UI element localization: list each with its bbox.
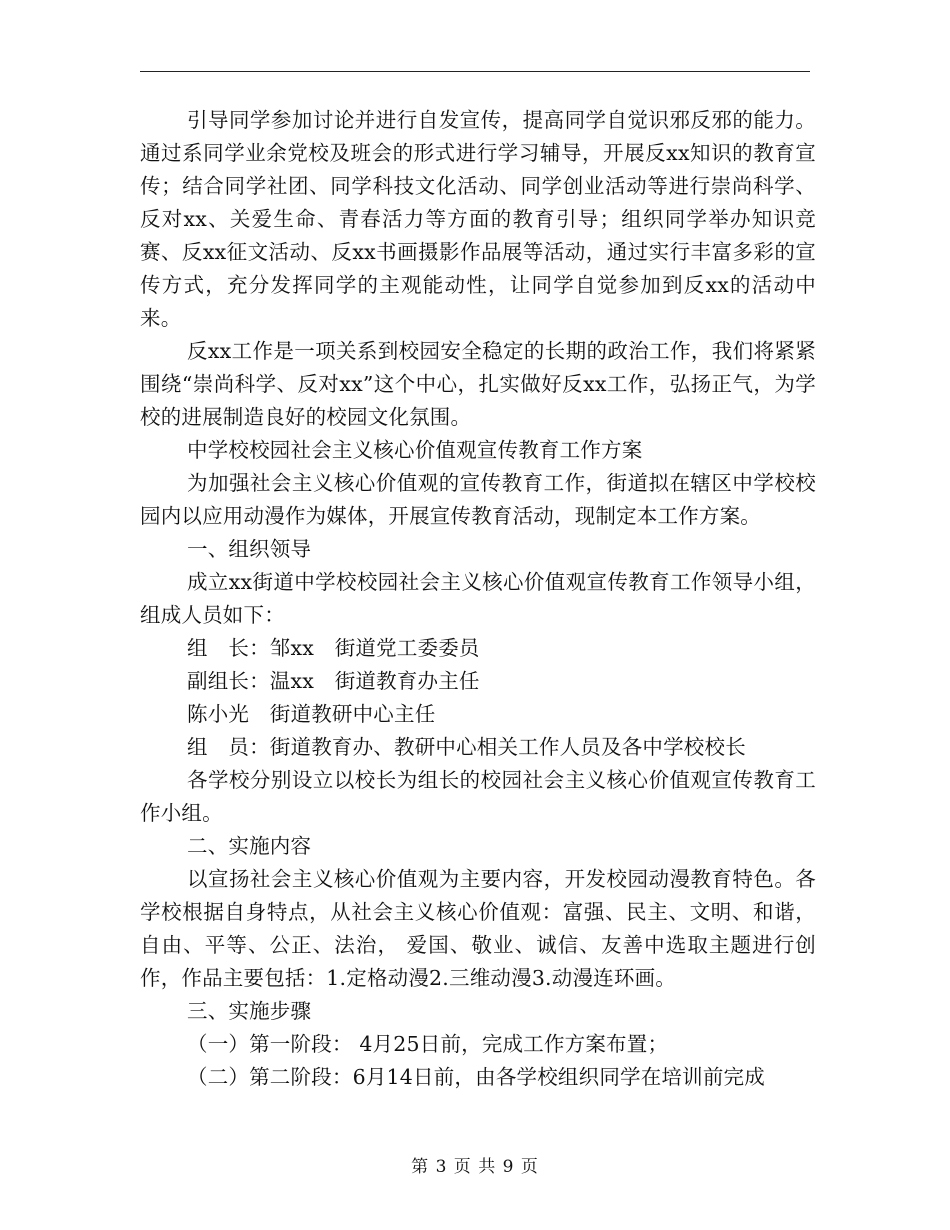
paragraph: 以宣扬社会主义核心价值观为主要内容，开发校园动漫教育特色。各学校根据自身特点，从社会主义核心价值观：富强、民主、文明、和谐，自由、平等、公正、法治， 爱国、敬业、诚信、友善中选取主题进行创作，作品主要包括：1.定格动漫2.三维动漫3.动漫连环画。 xyxy=(140,867,816,990)
step-line: （二）第二阶段：6月14日前，由各学校组织同学在培训前完成 xyxy=(187,1065,765,1089)
step-line: （一）第一阶段： 4月25日前，完成工作方案布置； xyxy=(187,1032,669,1056)
section-heading: 三、实施步骤 xyxy=(187,999,312,1023)
member-line: 组 员：街道教育办、教研中心相关工作人员及各中学校校长 xyxy=(187,735,746,759)
member-line: 组 长：邹xx 街道党工委委员 xyxy=(187,636,480,660)
paragraph: 引导同学参加讨论并进行自发宣传，提高同学自觉识邪反邪的能力。通过系同学业余党校及班会的形式进行学习辅导，开展反xx知识的教育宣传；结合同学社团、同学科技文化活动、同学创业活动等进行崇尚科学、反对xx、关爱生命、青春活力等方面的教育引导；组织同学举办知识竞赛、反xx征文活动、反xx书画摄影作品展等活动，通过实行丰富多彩的宣传方式，充分发挥同学的主观能动性，让同学自觉参加到反xx的活动中来。 xyxy=(140,108,816,330)
page-footer: 第 3 页 共 9 页 xyxy=(411,1157,539,1177)
paragraph: 为加强社会主义核心价值观的宣传教育工作，街道拟在辖区中学校校园内以应用动漫作为媒体，开展宣传教育活动，现制定本工作方案。 xyxy=(140,471,816,528)
paragraph: 反xx工作是一项关系到校园安全稳定的长期的政治工作，我们将紧紧围绕“崇尚科学、反对xx”这个中心，扎实做好反xx工作，弘扬正气，为学校的进展制造良好的校园文化氛围。 xyxy=(140,339,816,429)
section-heading: 二、实施内容 xyxy=(187,834,312,858)
header-rule xyxy=(140,71,810,72)
paragraph: 各学校分别设立以校长为组长的校园社会主义核心价值观宣传教育工作小组。 xyxy=(140,768,816,825)
section-heading: 一、组织领导 xyxy=(187,537,312,561)
document-body xyxy=(140,104,816,1094)
paragraph: 成立xx街道中学校校园社会主义核心价值观宣传教育工作领导小组，组成人员如下： xyxy=(140,570,816,627)
member-line: 陈小光 街道教研中心主任 xyxy=(187,702,436,726)
member-line: 副组长：温xx 街道教育办主任 xyxy=(187,669,480,693)
document-title: 中学校校园社会主义核心价值观宣传教育工作方案 xyxy=(187,438,643,462)
